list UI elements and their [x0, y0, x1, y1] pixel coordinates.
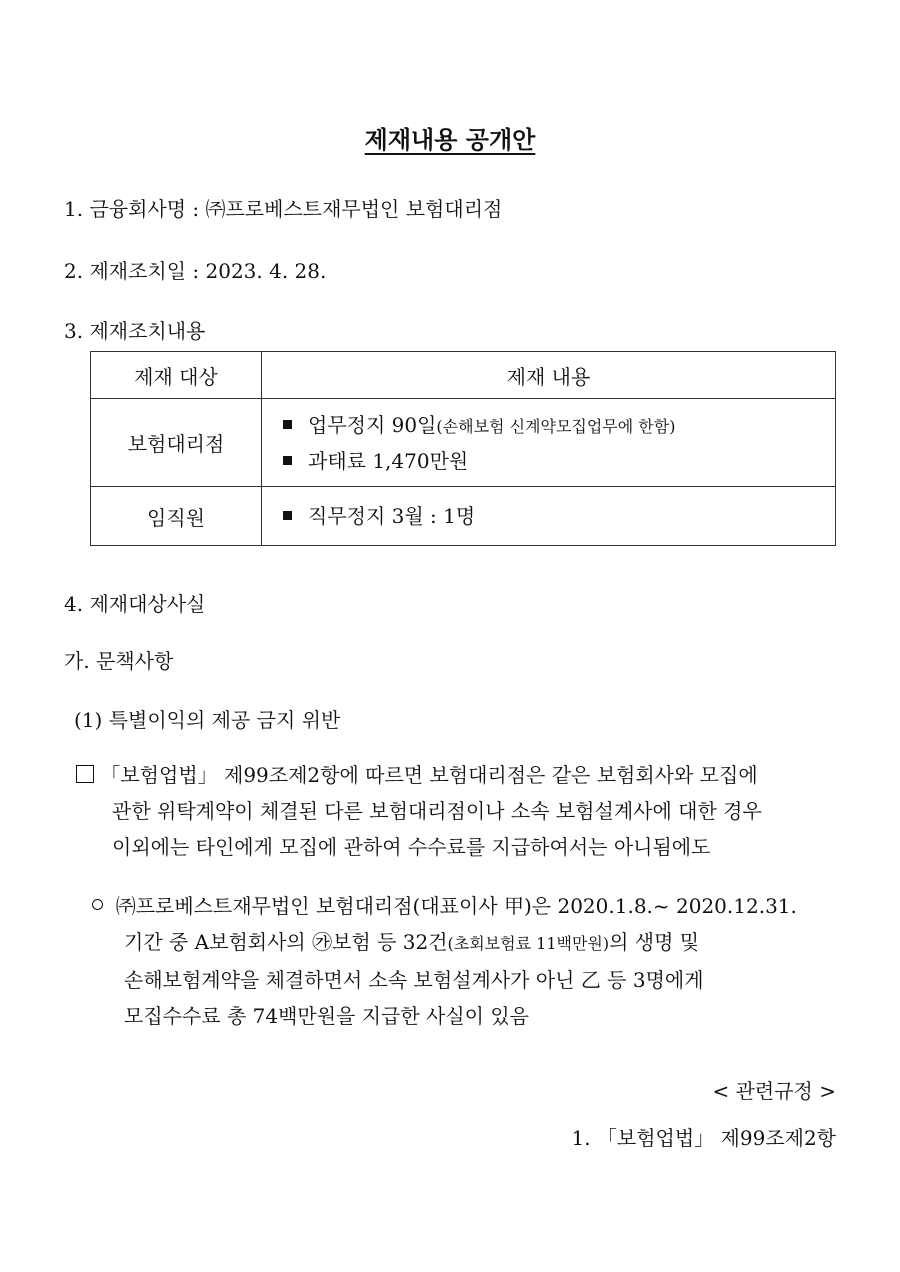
- sanction-date-line: 2. 제재조치일 : 2023. 4. 28.: [64, 259, 327, 283]
- facts-heading: 4. 제재대상사실: [64, 592, 206, 616]
- table-row: [91, 399, 836, 487]
- square-bullet-icon: [283, 420, 292, 429]
- row-target: 보험대리점: [91, 399, 262, 487]
- row-content: [262, 399, 836, 487]
- legal-basis-paragraph: 「보험업법」 제99조제2항에 따르면 보험대리점은 같은 보험회사와 모집에 관한 위탁계약이 체결된 다른 보험대리점이나 소속 보험설계사에 대한 경우 이외에는 타인에게 모집에 관하여 수수료를 지급하여서는 아니됨에도: [76, 757, 836, 865]
- section-ga-heading: 가. 문책사항: [64, 649, 174, 673]
- related-regulation-item: 1. 「보험업법」 제99조제2항: [571, 1126, 836, 1150]
- subsection-heading: (1) 특별이익의 제공 금지 위반: [74, 708, 341, 732]
- related-regulation-heading: < 관련규정 >: [712, 1079, 836, 1103]
- list-item: 업무정지 90일(손해보험 신계약모집업무에 한함): [263, 408, 834, 444]
- table-row: [91, 487, 836, 546]
- checkbox-square-icon: [76, 765, 94, 783]
- list-item: 직무정지 3월 : 1명: [263, 499, 834, 533]
- company-name-line: 1. 금융회사명 : ㈜프로베스트재무법인 보험대리점: [64, 197, 503, 221]
- violation-facts-paragraph: ㈜프로베스트재무법인 보험대리점(대표이사 甲)은 2020.1.8.~ 2020.12.31. 기간 중 A보험회사의 ㉮보험 등 32건(초회보험료 11백만원)의 생명 및 손해보험계약을 체결하면서 소속 보험설계사가 아닌 乙 등 3명에게 모집수수료 총 74백만원을 지급한 사실이 있음: [92, 888, 836, 1034]
- row-content: [262, 487, 836, 546]
- sanction-table: [90, 351, 836, 546]
- square-bullet-icon: [283, 456, 292, 465]
- header-content: 제재 내용: [262, 352, 836, 399]
- sanction-content-heading: 3. 제재조치내용: [64, 319, 206, 343]
- page-title: 제재내용 공개안: [364, 126, 536, 154]
- square-bullet-icon: [283, 511, 292, 520]
- row-target: 임직원: [91, 487, 262, 546]
- list-item: 과태료 1,470만원: [263, 444, 834, 478]
- table-header-row: [91, 352, 836, 399]
- circle-bullet-icon: [92, 899, 103, 910]
- header-target: 제재 대상: [91, 352, 262, 399]
